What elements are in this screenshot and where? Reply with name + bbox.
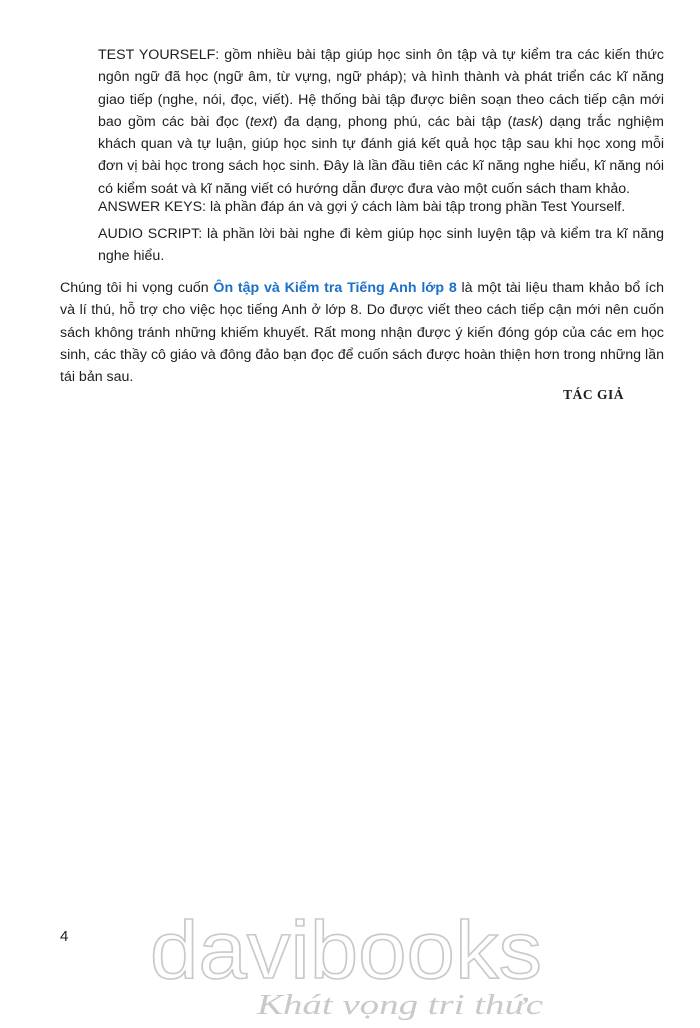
test-yourself-term-task: task	[512, 113, 539, 130]
davibooks-watermark	[0, 890, 700, 1028]
author-signature: TÁC GIẢ	[563, 387, 624, 402]
test-yourself-paragraph	[98, 44, 664, 200]
book-title: Ôn tập và Kiểm tra Tiếng Anh lớp 8	[213, 280, 457, 296]
answer-keys-paragraph: ANSWER KEYS: là phần đáp án và gợi ý cách làm bài tập trong phần Test Yourself.	[98, 199, 626, 215]
watermark-tagline: Khát vọng tri thức	[255, 989, 544, 1021]
test-yourself-text-3: ) dạng trắc nghiệm khách quan và tự luận, giúp học sinh tự đánh giá kết quả học tập sau khi học xong mỗi đơn vị bài học trong sách học sinh. Đây là lần đầu tiên các kĩ năng nghe hiểu, kĩ năng nói có kiểm soát và kĩ năng viết có hướng dẫn được đưa vào một cuốn sách tham khảo.	[98, 113, 665, 197]
closing-text-after: là một tài liệu tham khảo bổ ích và lí thú, hỗ trợ cho việc học tiếng Anh ở lớp 8. Do được viết theo cách tiếp cận mới nên cuốn sách không tránh những khiếm khuyết. Rất mong nhận được ý kiến đóng góp của các em học sinh, các thầy cô giáo và đông đảo bạn đọc để cuốn sách được hoàn thiện hơn trong những lần tái bản sau.	[60, 280, 664, 386]
closing-paragraph	[60, 277, 664, 388]
page-number: 4	[60, 928, 69, 945]
closing-text-before: Chúng tôi hi vọng cuốn	[60, 280, 214, 296]
audio-script-paragraph: AUDIO SCRIPT: là phần lời bài nghe đi kèm giúp học sinh luyện tập và kiểm tra kĩ năng nghe hiểu.	[98, 226, 664, 265]
watermark-brand: davibooks	[150, 905, 542, 996]
test-yourself-text-2: ) đa dạng, phong phú, các bài tập (	[272, 113, 513, 130]
test-yourself-text-1: TEST YOURSELF: gồm nhiều bài tập giúp học sinh ôn tập và tự kiểm tra các kiến thức ngôn ngữ đã học (ngữ âm, từ vựng, ngữ pháp); và hình thành và phát triển các kĩ năng giao tiếp (nghe, nói, đọc, viết). Hệ thống bài tập được biên soạn theo cách tiếp cận mới bao gồm các bài đọc (	[98, 47, 664, 130]
test-yourself-term-text: text	[249, 113, 273, 130]
